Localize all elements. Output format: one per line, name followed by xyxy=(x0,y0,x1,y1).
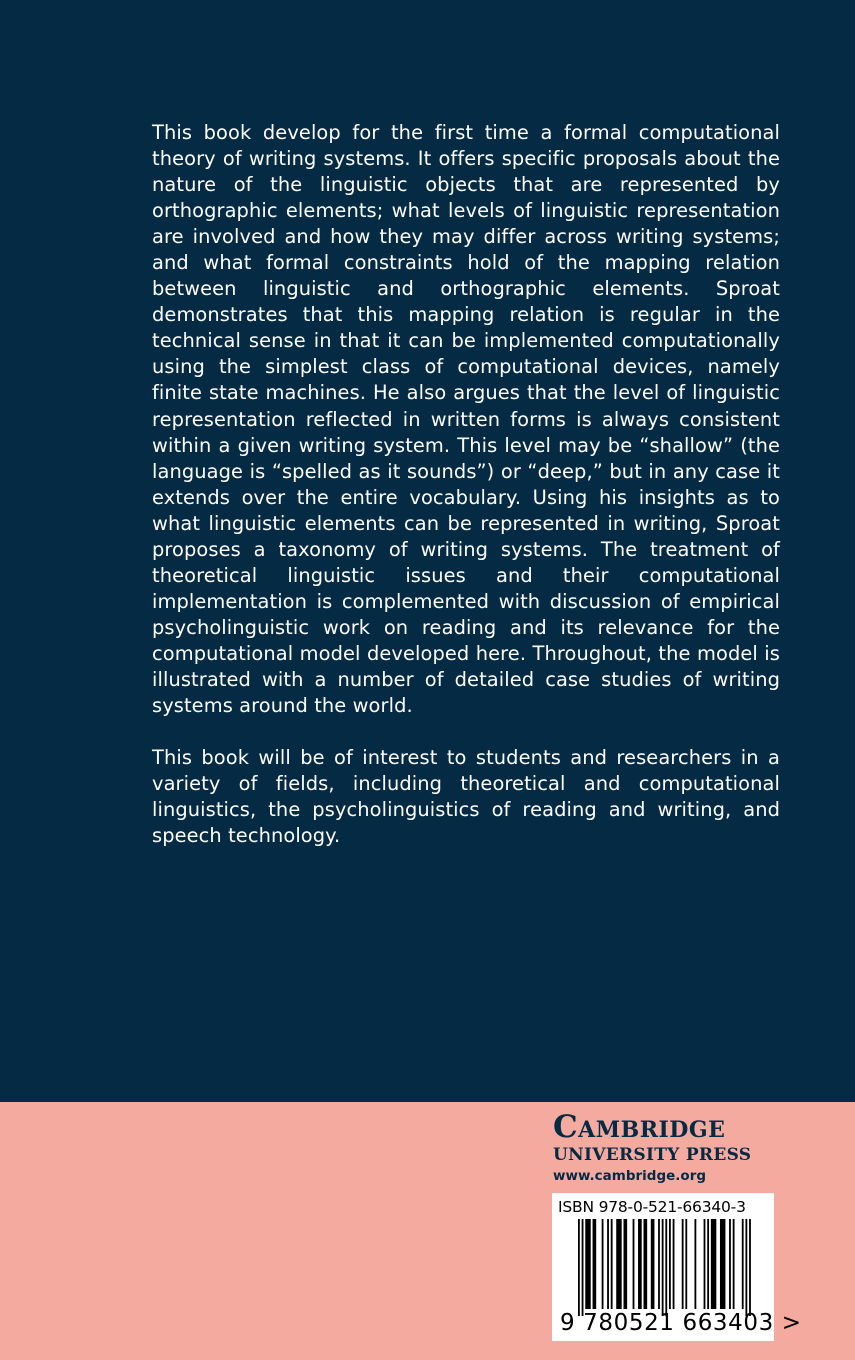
barcode-bar xyxy=(742,1219,744,1309)
barcode-bar xyxy=(633,1219,635,1309)
isbn-barcode xyxy=(552,1193,802,1341)
barcode-bar xyxy=(616,1219,621,1309)
barcode-bar xyxy=(644,1219,648,1309)
barcode-bar xyxy=(578,1219,580,1316)
barcode-bar xyxy=(711,1219,716,1309)
barcode-bar xyxy=(707,1219,709,1309)
barcode-bar xyxy=(704,1219,706,1309)
isbn-label: ISBN 978-0-521-66340-3 xyxy=(558,1198,746,1216)
barcode-bar xyxy=(694,1219,696,1309)
barcode-bar xyxy=(720,1219,725,1309)
barcode-bar xyxy=(682,1219,684,1309)
barcode-bar xyxy=(749,1219,751,1316)
barcode-bar xyxy=(669,1219,671,1309)
barcode-bar xyxy=(729,1219,731,1309)
barcode-bar xyxy=(733,1219,735,1309)
description-paragraph-2: This book will be of interest to students and researchers in a variety of fields, including theoretical and computational linguistics, the psycholinguistics of reading and writing, and speech technology. xyxy=(152,746,780,848)
barcode-bar xyxy=(662,1219,664,1316)
barcode-bar xyxy=(593,1219,597,1309)
publisher-subtitle: UNIVERSITY PRESS xyxy=(553,1145,752,1165)
publisher-name: Cambridge xyxy=(553,1109,726,1145)
barcode-bar xyxy=(602,1219,604,1309)
description-paragraph-1: This book develop for the first time a formal computational theory of writing systems. It offers specific proposals about the nature of the linguistic objects that are represented by orthographic elements; what levels of linguistic representation are involved and how they may differ across writing systems; and what formal constraints hold of the mapping relation between linguistic and orthographic elements. Sproat demonstrates that this mapping relation is regular in the technical sense in that it can be implemented computationally using the simplest class of computational devices, namely finite state machines. He also argues that the level of linguistic representation reflected in written forms is always consistent within a given writing system. This level may be “shallow” (the language is “spelled as it sounds”) or “deep,” but in any case it extends over the entire vocabulary. Using his insights as to what linguistic elements can be represented in writing, Sproat proposes a taxonomy of writing systems. The treatment of theoretical linguistic issues and their computational implementation is complemented with discussion of empirical psycholinguistic work on reading and its relevance for the computational model developed here. Throughout, the model is illustrated with a number of detailed case studies of writing systems around the world. xyxy=(152,121,780,718)
barcode-bar xyxy=(607,1219,609,1309)
barcode-bar xyxy=(745,1219,747,1316)
barcode-bar xyxy=(658,1219,660,1309)
barcode-bar xyxy=(582,1219,584,1316)
barcode-bar xyxy=(685,1219,687,1309)
barcode-bar xyxy=(624,1219,628,1309)
book-description xyxy=(152,120,780,849)
barcode-bar xyxy=(665,1219,667,1316)
barcode-bar xyxy=(651,1219,655,1309)
barcode-bar xyxy=(638,1219,642,1309)
publisher-url: www.cambridge.org xyxy=(553,1168,707,1184)
barcode-digits: 9 780521 663403 > xyxy=(560,1310,802,1336)
publisher-logo xyxy=(553,1110,783,1185)
barcode-bar xyxy=(585,1219,590,1309)
barcode-bar xyxy=(611,1219,613,1309)
barcode-bar xyxy=(673,1219,675,1309)
